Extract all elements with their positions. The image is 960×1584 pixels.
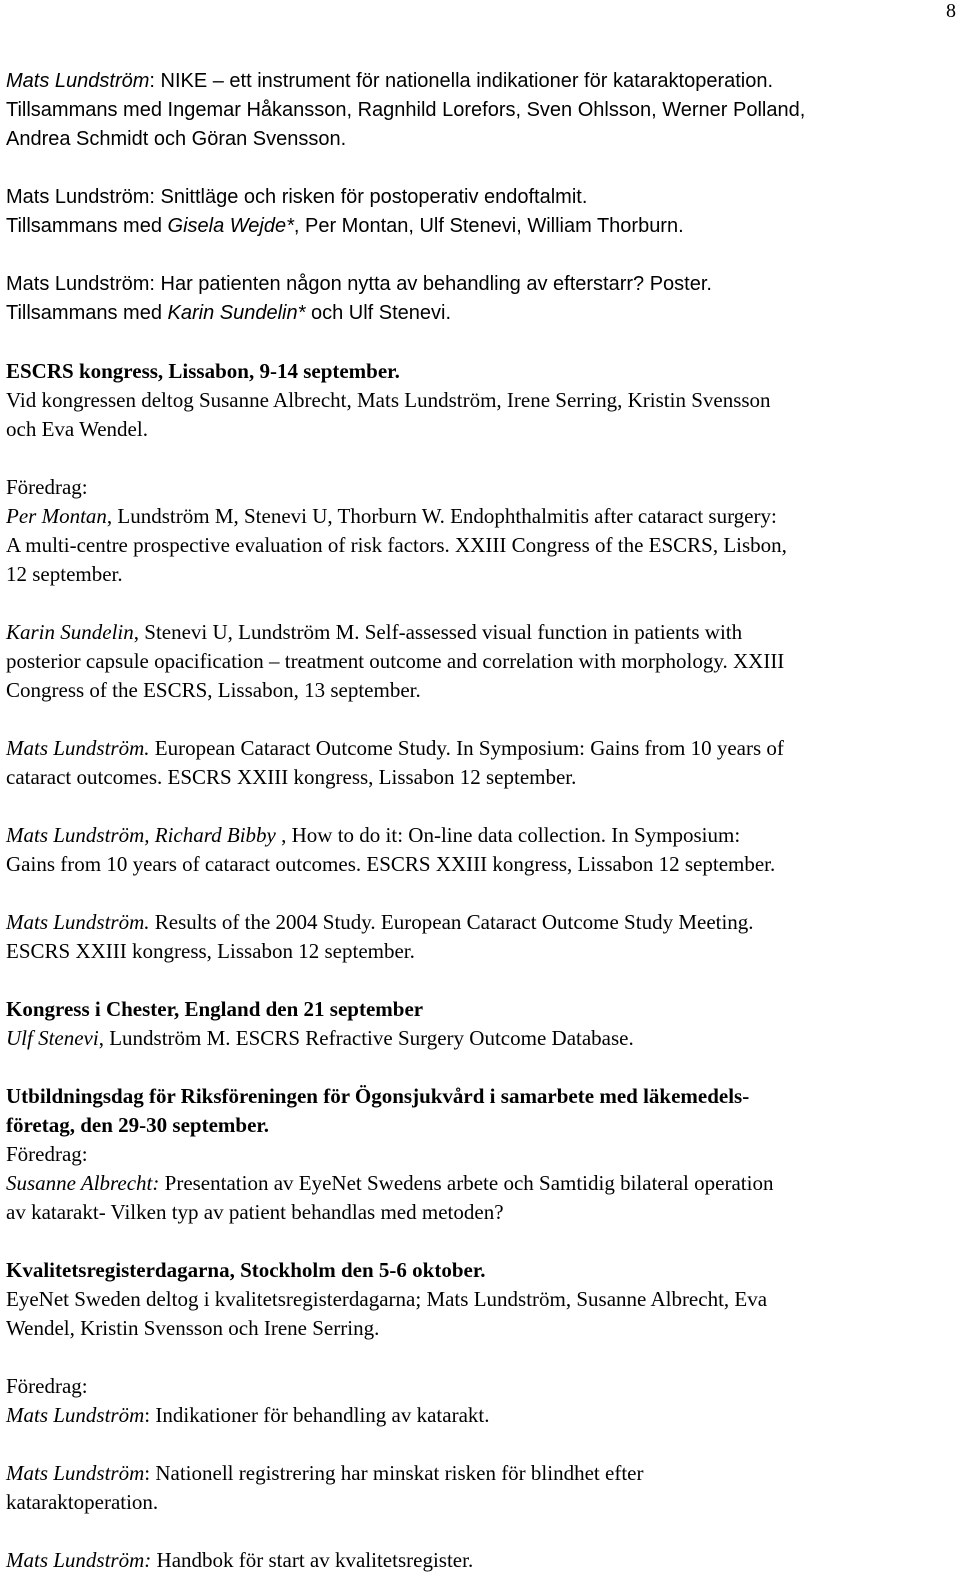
entry-efterstarr (6, 270, 946, 328)
author-name: Mats Lundström: (6, 1548, 152, 1572)
talk-entry: Mats Lundström: Nationell registrering har minskat risken för blindhet efter kataraktoperation. (6, 1461, 644, 1514)
talk-entry: Mats Lundström, Richard Bibby , How to do it: On-line data collection. In Symposium: Gains from 10 years of cataract outcomes. ESCRS XXIII kongress, Lissabon 12 september. (6, 823, 776, 876)
participants-line: Vid kongressen deltog Susanne Albrecht, Mats Lundström, Irene Serring, Kristin Svensson (6, 388, 771, 412)
author-name: Karin Sundelin (6, 620, 134, 644)
entry-line: Mats Lundström: Snittläge och risken för postoperativ endoftalmit. (6, 186, 588, 208)
talk-entry: Mats Lundström: Handbok för start av kvalitetsregister. (6, 1548, 474, 1572)
entry-line: Mats Lundström: Har patienten någon nytta av behandling av efterstarr? Poster. (6, 273, 712, 295)
document-body (6, 67, 946, 1575)
coauthor-name: Karin Sundelin* (167, 302, 306, 324)
author-name: Mats Lundström (6, 1403, 145, 1427)
section-heading: företag, den 29-30 september. (6, 1113, 270, 1137)
talk-entry: Per Montan, Lundström M, Stenevi U, Thorburn W. Endophthalmitis after cataract surgery: A multi-centre prospective evaluation of risk factors. XXIII Congress of the ESCRS, Lisbon, 12 september. (6, 504, 787, 586)
author-name: Ulf Stenevi (6, 1026, 99, 1050)
section-heading: ESCRS kongress, Lissabon, 9-14 september. (6, 359, 400, 383)
author-name: Mats Lundström (6, 1461, 145, 1485)
section-heading: Kongress i Chester, England den 21 september (6, 997, 424, 1021)
page-number: 8 (946, 0, 956, 22)
foredrag-label: Föredrag: (6, 475, 88, 499)
author-name: Mats Lundström. (6, 736, 150, 760)
talk-entry: Karin Sundelin, Stenevi U, Lundström M. Self-assessed visual function in patients with posterior capsule opacification – treatment outcome and correlation with morphology. XXIII Congress of the ESCRS, Lissabon, 13 september. (6, 620, 785, 702)
entry-line: Tillsammans med Gisela Wejde*, Per Montan, Ulf Stenevi, William Thorburn. (6, 215, 684, 237)
entry-nike (6, 67, 946, 154)
author-name: Mats Lundström. (6, 910, 150, 934)
author-name: Mats Lundström, Richard Bibby (6, 823, 276, 847)
author-name: Per Montan (6, 504, 107, 528)
section-heading: Kvalitetsregisterdagarna, Stockholm den 5-6 oktober. (6, 1258, 486, 1282)
entry-snittlage (6, 183, 946, 241)
section-escrs (6, 357, 946, 966)
coauthor-name: Gisela Wejde* (167, 215, 294, 237)
author-name: Mats Lundström (6, 70, 150, 92)
talk-entry: Mats Lundström. European Cataract Outcome Study. In Symposium: Gains from 10 years of cataract outcomes. ESCRS XXIII kongress, Lissabon 12 september. (6, 736, 784, 789)
participants-line: och Eva Wendel. (6, 417, 148, 441)
talk-entry: Mats Lundström. Results of the 2004 Study. European Cataract Outcome Study Meeting. ESCRS XXIII kongress, Lissabon 12 september. (6, 910, 754, 963)
entry-line: Mats Lundström: NIKE – ett instrument för nationella indikationer för kataraktoperation. (6, 70, 774, 92)
section-utbildningsdag: Utbildningsdag för Riksföreningen för Ögonsjukvård i samarbete med läkemedels- företag, den 29-30 september. Föredrag: Susanne Albrecht: Presentation av EyeNet Swedens arbete och Samtidig bilateral operation av katarakt- Vilken typ av patient behandlas med metoden? (6, 1082, 946, 1227)
entry-line: Tillsammans med Karin Sundelin* och Ulf Stenevi. (6, 302, 452, 324)
entry-line: Andrea Schmidt och Göran Svensson. (6, 128, 347, 150)
author-name: Susanne Albrecht: (6, 1171, 160, 1195)
talk-entry: Mats Lundström: Indikationer för behandling av katarakt. (6, 1403, 490, 1427)
entry-line: Tillsammans med Ingemar Håkansson, Ragnhild Lorefors, Sven Ohlsson, Werner Polland, (6, 99, 806, 121)
section-kvalitetsregisterdagarna: Kvalitetsregisterdagarna, Stockholm den 5-6 oktober. EyeNet Sweden deltog i kvalitetsregisterdagarna; Mats Lundström, Susanne Albrecht, Eva Wendel, Kristin Svensson och Irene Serring. Föredrag: Mats Lundström: Indikationer för behandling av katarakt. Mats Lundström: Nationell registrering har minskat risken för blindhet efter kataraktoperation. Mats Lundström: Handbok för start av kvalitetsregister. (6, 1256, 946, 1575)
foredrag-label: Föredrag: (6, 1142, 88, 1166)
section-heading: Utbildningsdag för Riksföreningen för Ögonsjukvård i samarbete med läkemedels- (6, 1084, 750, 1108)
foredrag-label: Föredrag: (6, 1374, 88, 1398)
section-chester: Kongress i Chester, England den 21 september Ulf Stenevi, Lundström M. ESCRS Refractive Surgery Outcome Database. (6, 995, 946, 1053)
